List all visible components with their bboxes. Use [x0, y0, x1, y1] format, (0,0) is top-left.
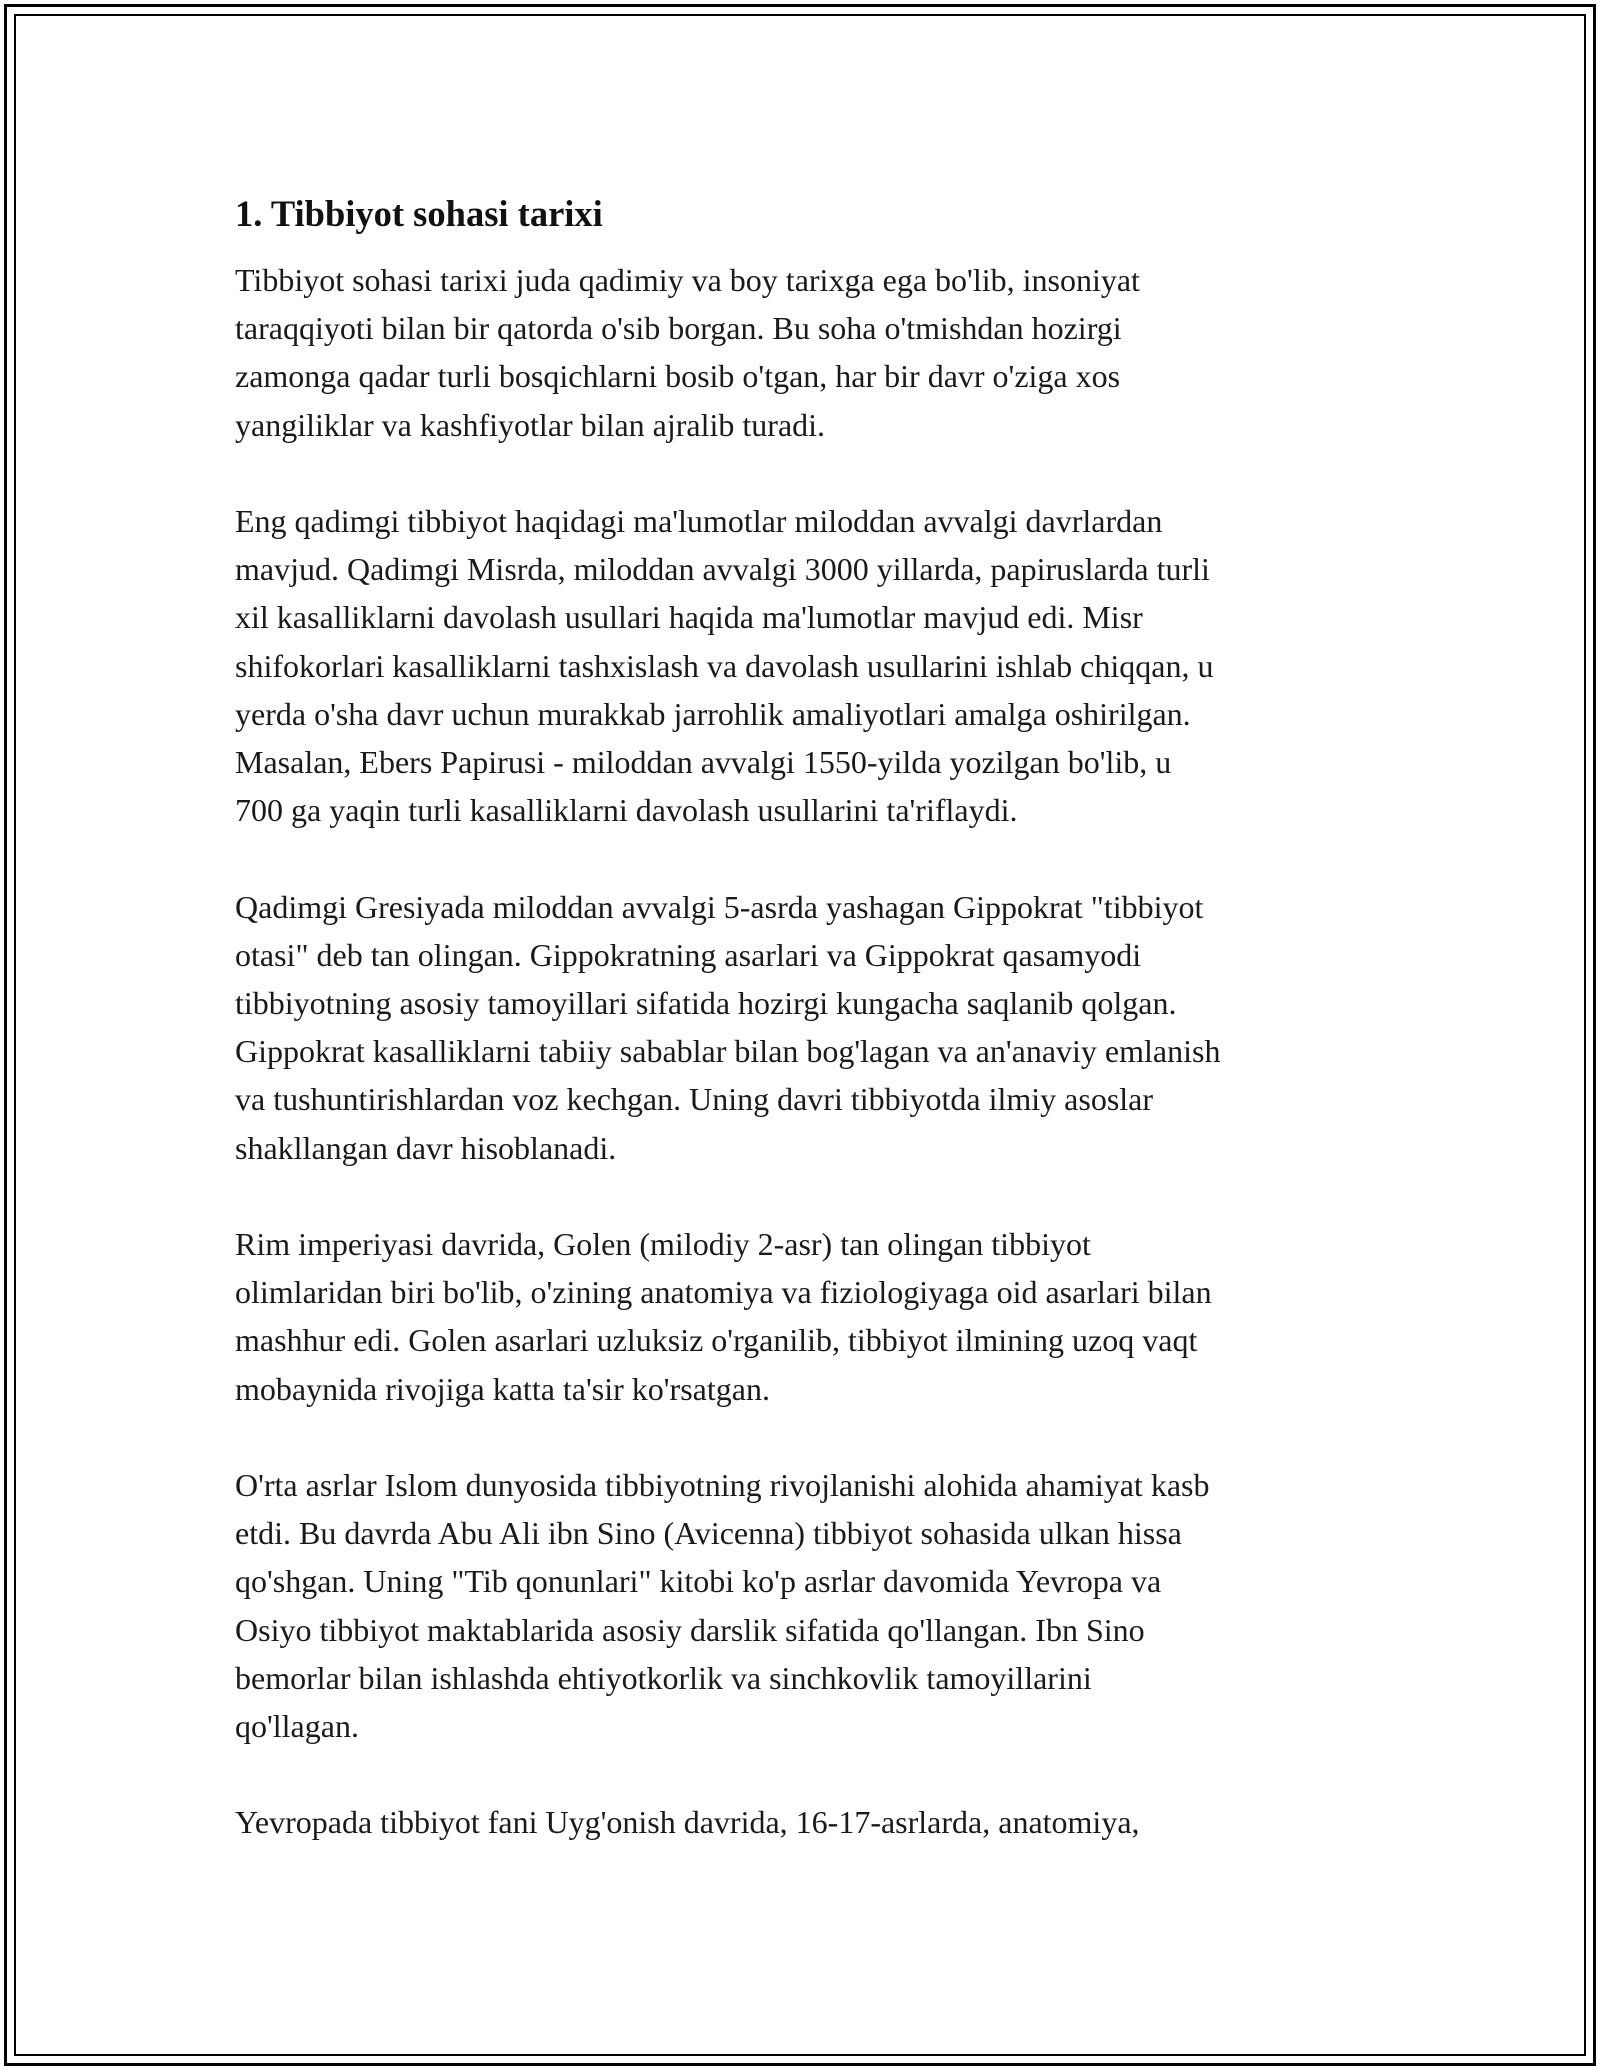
paragraph-line: Rim imperiyasi davrida, Golen (milodiy 2-asr) tan olingan tibbiyot: [235, 1226, 1091, 1263]
paragraph-line: mavjud. Qadimgi Misrda, miloddan avvalgi 3000 yillarda, papiruslarda turli: [235, 551, 1210, 588]
paragraph-line: shakllangan davr hisoblanadi.: [235, 1129, 617, 1166]
paragraph-line: xil kasalliklarni davolash usullari haqida ma'lumotlar mavjud edi. Misr: [235, 599, 1143, 636]
paragraph-line: bemorlar bilan ishlashda ehtiyotkorlik va sinchkovlik tamoyillarini: [235, 1659, 1092, 1696]
paragraph-line: mashhur edi. Golen asarlari uzluksiz o'rganilib, tibbiyot ilmining uzoq vaqt: [235, 1322, 1198, 1359]
paragraph-line: O'rta asrlar Islom dunyosida tibbiyotning rivojlanishi alohida ahamiyat kasb: [235, 1467, 1210, 1504]
paragraph-line: taraqqiyoti bilan bir qatorda o'sib borgan. Bu soha o'tmishdan hozirgi: [235, 310, 1122, 347]
paragraph-line: Osiyo tibbiyot maktablarida asosiy darslik sifatida qo'llangan. Ibn Sino: [235, 1611, 1145, 1648]
paragraph-line: Qadimgi Gresiyada miloddan avvalgi 5-asrda yashagan Gippokrat "tibbiyot: [235, 888, 1204, 925]
paragraph-europe-renaissance: [235, 1798, 1375, 1846]
paragraph-line: qo'llagan.: [235, 1708, 359, 1745]
paragraph-ancient-egypt: [235, 497, 1375, 834]
paragraph-line: Gippokrat kasalliklarni tabiiy sabablar bilan bog'lagan va an'anaviy emlanish: [235, 1033, 1221, 1070]
paragraph-line: otasi" deb tan olingan. Gippokratning asarlari va Gippokrat qasamyodi: [235, 936, 1142, 973]
paragraph-islamic-world: [235, 1461, 1375, 1750]
paragraph-line: yangiliklar va kashfiyotlar bilan ajralib turadi.: [235, 406, 826, 443]
paragraph-intro: [235, 256, 1375, 449]
paragraph-ancient-greece: [235, 883, 1375, 1172]
paragraph-roman-empire: [235, 1220, 1375, 1413]
paragraph-line: 700 ga yaqin turli kasalliklarni davolash usullarini ta'riflaydi.: [235, 792, 1018, 829]
paragraph-line: Eng qadimgi tibbiyot haqidagi ma'lumotlar miloddan avvalgi davrlardan: [235, 503, 1163, 539]
paragraph-line: yerda o'sha davr uchun murakkab jarrohlik amaliyotlari amalga oshirilgan.: [235, 695, 1191, 732]
paragraph-line: Masalan, Ebers Papirusi - miloddan avvalgi 1550-yilda yozilgan bo'lib, u: [235, 744, 1172, 781]
paragraph-line: shifokorlari kasalliklarni tashxislash va davolash usullarini ishlab chiqqan, u: [235, 647, 1214, 684]
section-heading: 1. Tibbiyot sohasi tarixi: [235, 193, 603, 234]
document-body: [235, 188, 1375, 1895]
paragraph-line: zamonga qadar turli bosqichlarni bosib o'tgan, har bir davr o'ziga xos: [235, 358, 1121, 395]
paragraph-line: Tibbiyot sohasi tarixi juda qadimiy va boy tarixga ega bo'lib, insoniyat: [235, 262, 1140, 298]
paragraph-line: etdi. Bu davrda Abu Ali ibn Sino (Avicenna) tibbiyot sohasida ulkan hissa: [235, 1515, 1182, 1552]
paragraph-line: Yevropada tibbiyot fani Uyg'onish davrida, 16-17-asrlarda, anatomiya,: [235, 1804, 1140, 1841]
paragraph-line: qo'shgan. Uning "Tib qonunlari" kitobi ko'p asrlar davomida Yevropa va: [235, 1563, 1162, 1600]
paragraph-line: va tushuntirishlardan voz kechgan. Uning davri tibbiyotda ilmiy asoslar: [235, 1081, 1154, 1118]
paragraph-line: mobaynida rivojiga katta ta'sir ko'rsatgan.: [235, 1370, 770, 1407]
paragraph-line: olimlaridan biri bo'lib, o'zining anatomiya va fiziologiyaga oid asarlari bilan: [235, 1274, 1212, 1311]
paragraph-line: tibbiyotning asosiy tamoyillari sifatida hozirgi kungacha saqlanib qolgan.: [235, 985, 1177, 1022]
